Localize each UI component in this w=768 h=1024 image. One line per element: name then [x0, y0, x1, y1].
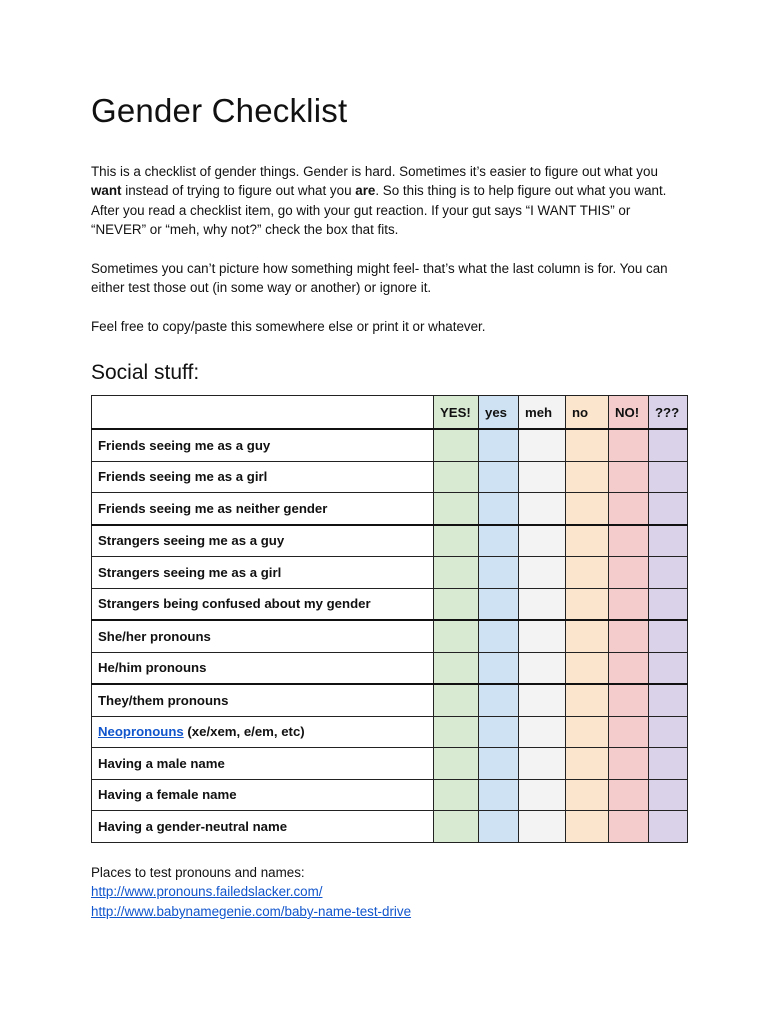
checkbox-cell-4[interactable] [609, 493, 649, 525]
checkbox-cell-5[interactable] [649, 716, 688, 748]
footer [91, 863, 687, 921]
checkbox-cell-4[interactable] [609, 461, 649, 493]
checkbox-cell-4[interactable] [609, 652, 649, 684]
checkbox-cell-4[interactable] [609, 588, 649, 620]
row-label: She/her pronouns [92, 620, 434, 652]
table-row [92, 620, 688, 652]
checkbox-cell-2[interactable] [519, 557, 566, 589]
checkbox-cell-3[interactable] [566, 716, 609, 748]
row-label: Strangers seeing me as a girl [92, 557, 434, 589]
checkbox-cell-0[interactable] [434, 748, 479, 780]
checkbox-cell-1[interactable] [479, 493, 519, 525]
checkbox-cell-3[interactable] [566, 429, 609, 461]
page-title: Gender Checklist [91, 92, 348, 129]
checkbox-cell-4[interactable] [609, 811, 649, 843]
checkbox-cell-2[interactable] [519, 716, 566, 748]
checkbox-cell-4[interactable] [609, 684, 649, 716]
checkbox-cell-2[interactable] [519, 620, 566, 652]
checkbox-cell-1[interactable] [479, 779, 519, 811]
row-label: Strangers seeing me as a guy [92, 525, 434, 557]
checkbox-cell-2[interactable] [519, 525, 566, 557]
checkbox-cell-1[interactable] [479, 620, 519, 652]
checkbox-cell-1[interactable] [479, 684, 519, 716]
table-row [92, 493, 688, 525]
checkbox-cell-1[interactable] [479, 525, 519, 557]
row-label: Strangers being confused about my gender [92, 588, 434, 620]
column-header: ??? [649, 396, 688, 430]
checkbox-cell-4[interactable] [609, 429, 649, 461]
checkbox-cell-4[interactable] [609, 716, 649, 748]
checkbox-cell-3[interactable] [566, 461, 609, 493]
row-label: Friends seeing me as a guy [92, 429, 434, 461]
table-row [92, 811, 688, 843]
checkbox-cell-0[interactable] [434, 652, 479, 684]
checkbox-cell-0[interactable] [434, 588, 479, 620]
row-label: Having a female name [92, 779, 434, 811]
checkbox-cell-2[interactable] [519, 429, 566, 461]
checkbox-cell-4[interactable] [609, 779, 649, 811]
checkbox-cell-0[interactable] [434, 557, 479, 589]
row-label: Friends seeing me as neither gender [92, 493, 434, 525]
checkbox-cell-1[interactable] [479, 557, 519, 589]
row-label [92, 716, 434, 748]
checkbox-cell-2[interactable] [519, 748, 566, 780]
checkbox-cell-5[interactable] [649, 748, 688, 780]
checkbox-cell-1[interactable] [479, 716, 519, 748]
checkbox-cell-3[interactable] [566, 493, 609, 525]
footer-label: Places to test pronouns and names: [91, 865, 305, 880]
checkbox-cell-5[interactable] [649, 493, 688, 525]
header-row [92, 396, 688, 430]
table-row [92, 525, 688, 557]
checkbox-cell-1[interactable] [479, 461, 519, 493]
checkbox-cell-5[interactable] [649, 557, 688, 589]
row-label: He/him pronouns [92, 652, 434, 684]
column-header: YES! [434, 396, 479, 430]
checkbox-cell-3[interactable] [566, 748, 609, 780]
checkbox-cell-0[interactable] [434, 461, 479, 493]
checkbox-cell-4[interactable] [609, 557, 649, 589]
row-label: They/them pronouns [92, 684, 434, 716]
column-header: NO! [609, 396, 649, 430]
checkbox-cell-3[interactable] [566, 620, 609, 652]
checkbox-cell-1[interactable] [479, 652, 519, 684]
column-header: meh [519, 396, 566, 430]
table-row [92, 429, 688, 461]
checkbox-cell-0[interactable] [434, 811, 479, 843]
checkbox-cell-5[interactable] [649, 811, 688, 843]
table-row [92, 748, 688, 780]
checkbox-cell-1[interactable] [479, 811, 519, 843]
checkbox-cell-5[interactable] [649, 588, 688, 620]
intro-paragraph-1: This is a checklist of gender things. Gender is hard. Sometimes it’s easier to figure out what you want instead of trying to figure out what you are. So this thing is to help figure out what you want. After you read a checklist item, go with your gut reaction. If your gut says “I WANT THIS” or “NEVER” or “meh, why not?” check the box that fits. [91, 164, 667, 238]
checkbox-cell-0[interactable] [434, 716, 479, 748]
checkbox-cell-0[interactable] [434, 493, 479, 525]
checkbox-cell-2[interactable] [519, 652, 566, 684]
column-header: no [566, 396, 609, 430]
table-row [92, 652, 688, 684]
checkbox-cell-1[interactable] [479, 748, 519, 780]
checkbox-cell-0[interactable] [434, 429, 479, 461]
column-header: yes [479, 396, 519, 430]
baby-name-link[interactable]: http://www.babynamegenie.com/baby-name-test-drive [91, 903, 412, 919]
table-row [92, 779, 688, 811]
section-title: Social stuff: [91, 361, 200, 384]
table-row [92, 684, 688, 716]
table-row [92, 461, 688, 493]
checkbox-cell-1[interactable] [479, 588, 519, 620]
checkbox-cell-5[interactable] [649, 684, 688, 716]
checkbox-cell-2[interactable] [519, 779, 566, 811]
checkbox-cell-2[interactable] [519, 461, 566, 493]
checkbox-cell-5[interactable] [649, 429, 688, 461]
neopronouns-link[interactable]: Neopronouns [98, 724, 184, 740]
table-row [92, 557, 688, 589]
table-row [92, 716, 688, 748]
checklist-body [92, 429, 688, 842]
pronouns-link[interactable]: http://www.pronouns.failedslacker.com/ [91, 884, 323, 900]
checkbox-cell-2[interactable] [519, 684, 566, 716]
intro-paragraph-3: Feel free to copy/paste this somewhere else or print it or whatever. [91, 319, 486, 334]
checkbox-cell-2[interactable] [519, 493, 566, 525]
checkbox-cell-5[interactable] [649, 461, 688, 493]
checkbox-cell-3[interactable] [566, 588, 609, 620]
checkbox-cell-2[interactable] [519, 811, 566, 843]
checkbox-cell-3[interactable] [566, 525, 609, 557]
intro-paragraph-2: Sometimes you can’t picture how something might feel- that’s what the last column is for. You can either test those out (in some way or another) or ignore it. [91, 261, 668, 296]
checkbox-cell-0[interactable] [434, 779, 479, 811]
checkbox-cell-0[interactable] [434, 525, 479, 557]
checkbox-cell-3[interactable] [566, 779, 609, 811]
table-row [92, 588, 688, 620]
checkbox-cell-3[interactable] [566, 811, 609, 843]
checkbox-cell-3[interactable] [566, 652, 609, 684]
checkbox-cell-0[interactable] [434, 684, 479, 716]
checkbox-cell-2[interactable] [519, 588, 566, 620]
checkbox-cell-3[interactable] [566, 684, 609, 716]
checkbox-cell-0[interactable] [434, 620, 479, 652]
checkbox-cell-5[interactable] [649, 620, 688, 652]
checkbox-cell-3[interactable] [566, 557, 609, 589]
checkbox-cell-1[interactable] [479, 429, 519, 461]
row-label: Having a gender-neutral name [92, 811, 434, 843]
checklist-table [91, 395, 688, 843]
row-label: Friends seeing me as a girl [92, 461, 434, 493]
checkbox-cell-4[interactable] [609, 748, 649, 780]
checkbox-cell-4[interactable] [609, 525, 649, 557]
checkbox-cell-5[interactable] [649, 779, 688, 811]
checkbox-cell-5[interactable] [649, 525, 688, 557]
header-blank [92, 396, 434, 430]
row-label: Having a male name [92, 748, 434, 780]
checkbox-cell-4[interactable] [609, 620, 649, 652]
row-label-rest: (xe/xem, e/em, etc) [183, 724, 305, 740]
checkbox-cell-5[interactable] [649, 652, 688, 684]
